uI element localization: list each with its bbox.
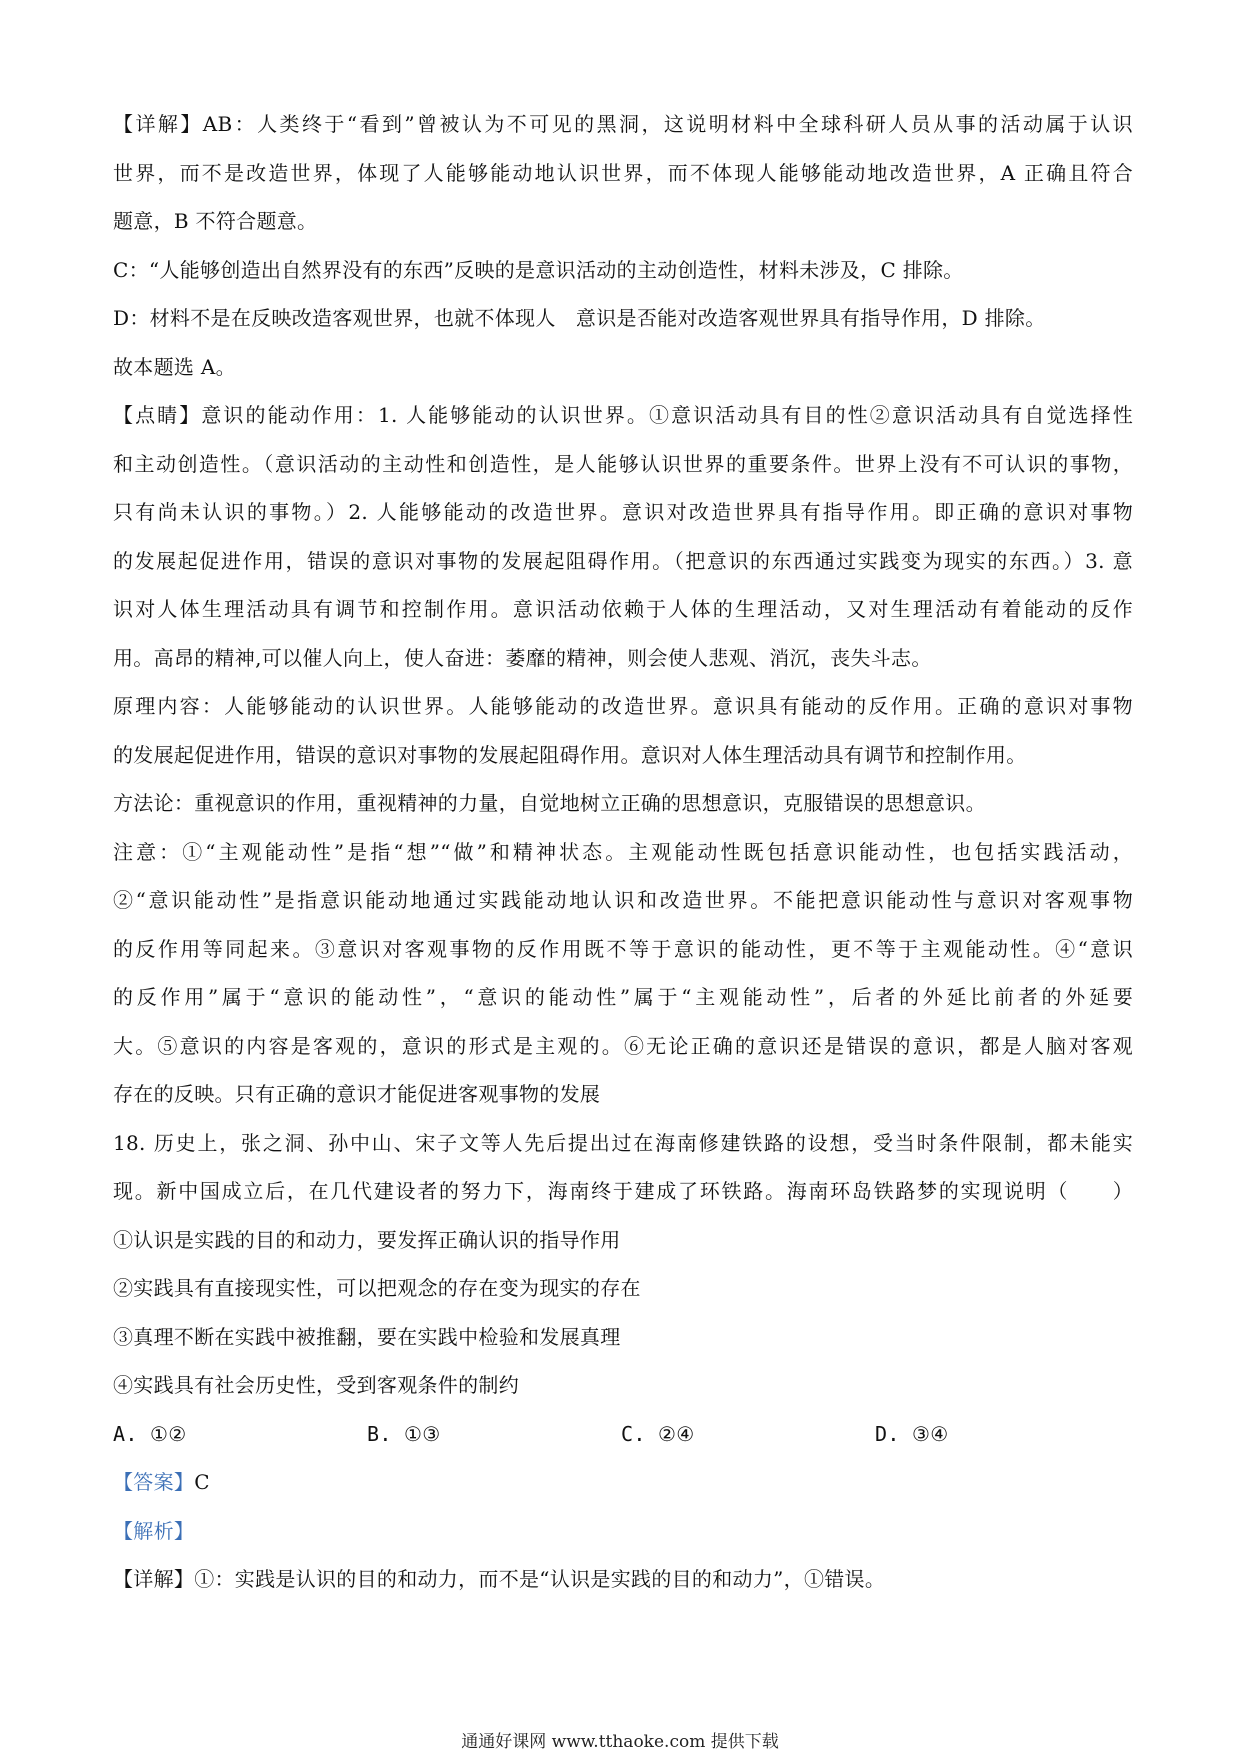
explain-line-4: C：“人能够创造出自然界没有的东西”反映的是意识活动的主动创造性，材料未涉及，C 排除。: [113, 257, 964, 282]
point-line-6: 用。高昂的精神,可以催人向上，使人奋进：萎靡的精神，则会使人悲观、消沉，丧失斗志。: [113, 645, 932, 670]
statement-3: ③真理不断在实践中被推翻，要在实践中检验和发展真理: [113, 1324, 621, 1349]
option-b: B. ①③: [367, 1421, 441, 1446]
option-a: A. ①②: [113, 1421, 187, 1446]
detail-line: 【详解】①：实践是认识的目的和动力，而不是“认识是实践的目的和动力”，①错误。: [113, 1567, 886, 1591]
question-stem-line-2: 现。新中国成立后，在几代建设者的努力下，海南终于建成了环铁路。海南环岛铁路梦的实现说明（ ）: [113, 1179, 1133, 1203]
option-d: D. ③④: [875, 1421, 949, 1446]
point-line-4: 的发展起促进作用，错误的意识对事物的发展起阻碍作用。（把意识的东西通过实践变为现实的东西。）3. 意: [113, 548, 1133, 573]
explain-line-5: D：材料不是在反映改造客观世界，也就不体现人 意识是否能对改造客观世界具有指导作用，D 排除。: [113, 306, 1046, 330]
document-body: [113, 100, 1133, 1604]
answer-options: [113, 1410, 1133, 1459]
explain-line-6: 故本题选 A。: [113, 354, 236, 379]
point-line-7: 原理内容：人能够能动的认识世界。人能够能动的改造世界。意识具有能动的反作用。正确的意识对事物: [113, 694, 1133, 718]
point-line-3: 只有尚未认识的事物。）2. 人能够能动的改造世界。意识对改造世界具有指导作用。即正确的意识对事物: [113, 500, 1133, 524]
statement-4: ④实践具有社会历史性，受到客观条件的制约: [113, 1373, 519, 1397]
point-line-9: 方法论：重视意识的作用，重视精神的力量，自觉地树立正确的思想意识，克服错误的思想意识。: [113, 791, 986, 815]
answer-value: C: [194, 1470, 210, 1494]
point-line-12: 的反作用等同起来。③意识对客观事物的反作用既不等于意识的能动性，更不等于主观能动性。④“意识: [113, 936, 1133, 961]
point-line-14: 大。⑤意识的内容是客观的，意识的形式是主观的。⑥无论正确的意识还是错误的意识，都是人脑对客观: [113, 1033, 1133, 1058]
explain-line-1: 【详解】AB：人类终于“看到”曾被认为不可见的黑洞，这说明材料中全球科研人员从事的活动属于认识: [113, 112, 1133, 136]
statement-2: ②实践具有直接现实性，可以把观念的存在变为现实的存在: [113, 1276, 641, 1300]
point-line-1: 【点睛】意识的能动作用：1. 人能够能动的认识世界。①意识活动具有目的性②意识活动具有自觉选择性: [113, 403, 1133, 427]
question-stem-line-1: 18. 历史上，张之洞、孙中山、宋子文等人先后提出过在海南修建铁路的设想，受当时条件限制，都未能实: [113, 1130, 1133, 1155]
answer-line: [113, 1458, 1133, 1507]
point-line-10: 注意：①“主观能动性”是指“想”“做”和精神状态。主观能动性既包括意识能动性，也包括实践活动，: [113, 839, 1133, 864]
point-line-5: 识对人体生理活动具有调节和控制作用。意识活动依赖于人体的生理活动，又对生理活动有着能动的反作: [113, 597, 1133, 621]
analysis-label: 【解析】: [113, 1518, 195, 1543]
point-line-8: 的发展起促进作用，错误的意识对事物的发展起阻碍作用。意识对人体生理活动具有调节和控制作用。: [113, 742, 1027, 767]
point-line-11: ②“意识能动性”是指意识能动地通过实践能动地认识和改造世界。不能把意识能动性与意识对客观事物: [113, 888, 1133, 912]
point-line-2: 和主动创造性。（意识活动的主动性和创造性，是人能够认识世界的重要条件。世界上没有不可认识的事物，: [113, 451, 1133, 476]
point-line-15: 存在的反映。只有正确的意识才能促进客观事物的发展: [113, 1082, 601, 1106]
point-line-13: 的反作用”属于“意识的能动性”，“意识的能动性”属于“主观能动性”，后者的外延比前者的外延要: [113, 985, 1133, 1009]
explain-line-2: 世界，而不是改造世界，体现了人能够能动地认识世界，而不体现人能够能动地改造世界，A 正确且符合: [113, 160, 1133, 185]
answer-label: 【答案】: [113, 1470, 195, 1494]
statement-1: ①认识是实践的目的和动力，要发挥正确认识的指导作用: [113, 1227, 621, 1252]
footer-source: 通通好课网 www.tthaoke.com 提供下载: [461, 1732, 779, 1752]
option-c: C. ②④: [621, 1421, 695, 1446]
explain-line-3: 题意，B 不符合题意。: [113, 209, 318, 233]
analysis-line: [113, 1507, 1133, 1556]
